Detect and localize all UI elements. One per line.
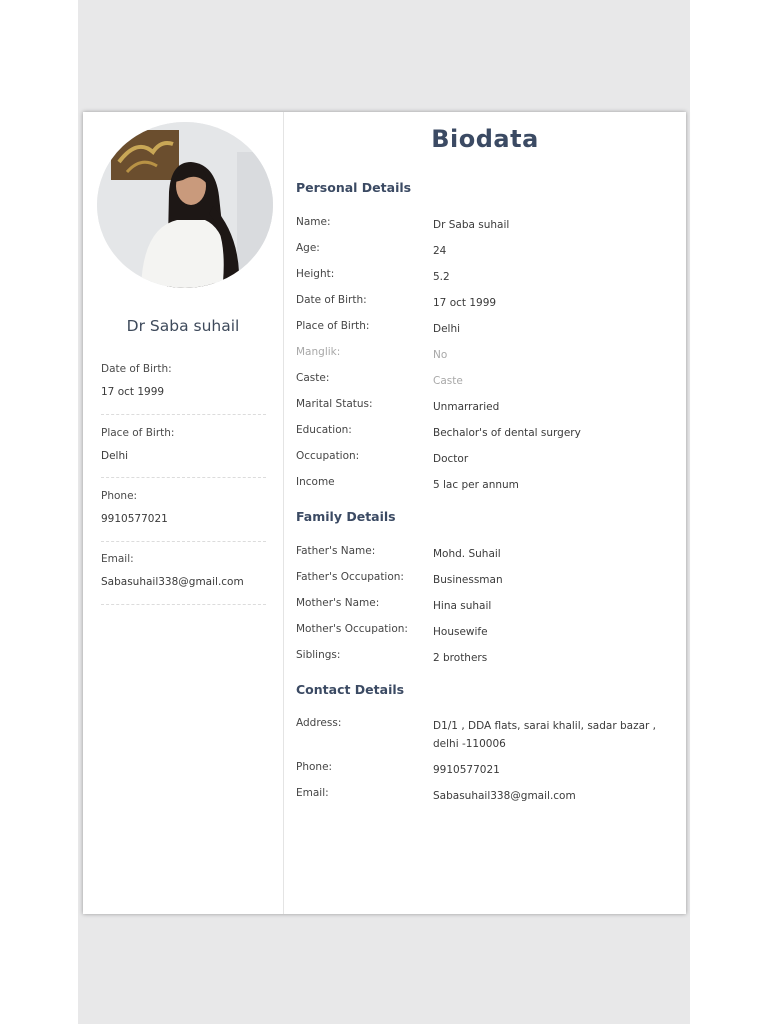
profile-name: Dr Saba suhail <box>126 317 240 335</box>
family-value: Businessman <box>433 574 503 586</box>
contact-value: D1/1 , DDA flats, sarai khalil, sadar bazar , delhi -110006 <box>433 720 657 750</box>
contact-label: Phone: <box>296 761 333 773</box>
personal-label: Date of Birth: <box>296 294 367 306</box>
family-value: Hina suhail <box>433 600 492 612</box>
sidebar-phone-value: 9910577021 <box>101 513 168 525</box>
personal-value: Bechalor's of dental surgery <box>433 427 581 439</box>
sidebar-pob-value: Delhi <box>101 450 129 462</box>
contact-value: 9910577021 <box>433 764 500 776</box>
sidebar-dob-value: 17 oct 1999 <box>101 386 165 398</box>
personal-label: Place of Birth: <box>296 320 370 332</box>
personal-value: 5 lac per annum <box>433 479 519 491</box>
contact-value: Sabasuhail338@gmail.com <box>433 790 576 802</box>
contact-label: Email: <box>296 787 329 799</box>
sidebar-dob-label: Date of Birth: <box>101 363 172 375</box>
personal-value: No <box>433 349 448 361</box>
personal-label: Height: <box>296 268 335 280</box>
personal-label: Age: <box>296 242 320 254</box>
sidebar-dob <box>101 363 266 415</box>
personal-value: 24 <box>433 245 447 257</box>
personal-label: Marital Status: <box>296 398 373 410</box>
personal-details-heading: Personal Details <box>296 180 412 195</box>
column-divider <box>283 112 284 914</box>
biodata-card <box>83 112 686 914</box>
family-label: Mother's Occupation: <box>296 623 408 635</box>
sidebar-phone-label: Phone: <box>101 490 138 502</box>
page-title: Biodata <box>431 125 539 153</box>
contact-label: Address: <box>296 717 342 729</box>
sidebar-pob-label: Place of Birth: <box>101 427 175 439</box>
personal-label: Manglik: <box>296 346 341 358</box>
personal-label: Name: <box>296 216 331 228</box>
personal-value: Caste <box>433 375 463 387</box>
personal-label: Education: <box>296 424 352 436</box>
family-label: Father's Occupation: <box>296 571 404 583</box>
family-details-heading: Family Details <box>296 509 396 524</box>
sidebar-email-value: Sabasuhail338@gmail.com <box>101 576 244 588</box>
personal-label: Income <box>296 476 335 488</box>
profile-photo-image <box>97 122 273 288</box>
personal-value: Delhi <box>433 323 461 335</box>
sidebar-email <box>101 553 266 605</box>
personal-value: 5.2 <box>433 271 450 283</box>
profile-photo <box>97 122 273 288</box>
sidebar-email-label: Email: <box>101 553 134 565</box>
family-label: Mother's Name: <box>296 597 380 609</box>
personal-label: Occupation: <box>296 450 360 462</box>
personal-label: Caste: <box>296 372 330 384</box>
personal-value: 17 oct 1999 <box>433 297 497 309</box>
family-value: Mohd. Suhail <box>433 548 501 560</box>
contact-details-heading: Contact Details <box>296 682 405 697</box>
sidebar-pob <box>101 427 266 478</box>
family-label: Siblings: <box>296 649 341 661</box>
sidebar-phone <box>101 490 266 542</box>
family-value: Housewife <box>433 626 488 638</box>
personal-value: Unmarraried <box>433 401 500 413</box>
personal-value: Doctor <box>433 453 469 465</box>
personal-value: Dr Saba suhail <box>433 219 510 231</box>
family-label: Father's Name: <box>296 545 376 557</box>
family-value: 2 brothers <box>433 652 488 664</box>
